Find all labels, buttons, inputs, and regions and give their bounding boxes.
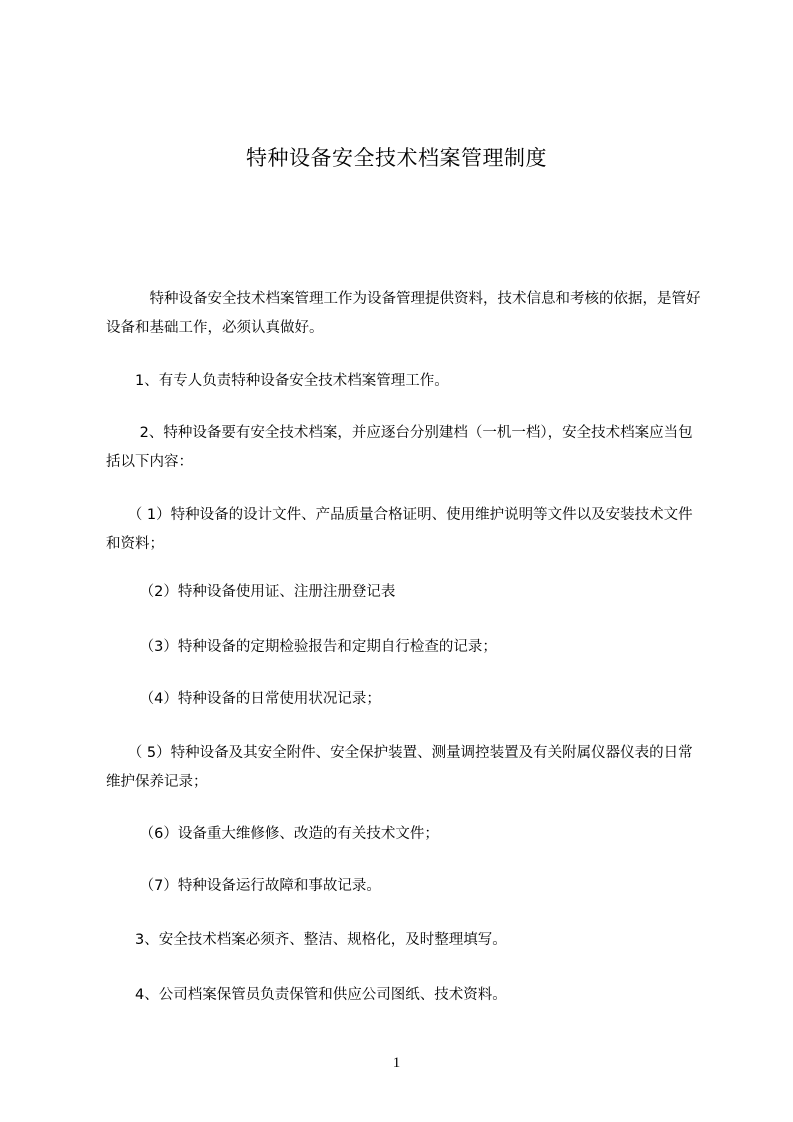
paragraph-subitem-1: （ 1）特种设备的设计文件、产品质量合格证明、使用维护说明等文件以及安装技术文件和资料； (106, 507, 693, 552)
paragraph-intro: 特种设备安全技术档案管理工作为设备管理提供资料，技术信息和考核的依据，是管好设备和基础工作，必须认真做好。 (106, 291, 701, 336)
paragraph-item-4: 4、公司档案保管员负责保管和供应公司图纸、技术资料。 (106, 987, 507, 1003)
paragraph-item-3: 3、安全技术档案必须齐、整洁、规格化，及时整理填写。 (106, 932, 507, 948)
paragraph-subitem-6: （6）设备重大维修修、改造的有关技术文件； (106, 826, 439, 842)
paragraph-subitem-3: （3）特种设备的定期检验报告和定期自行检查的记录； (106, 639, 497, 655)
paragraph-item-1: 1、有专人负责特种设备安全技术档案管理工作。 (106, 373, 449, 389)
paragraph-subitem-2: （2）特种设备使用证、注册注册登记表 (106, 584, 396, 600)
paragraph-subitem-4: （4）特种设备的日常使用状况记录； (106, 691, 381, 707)
paragraph-item-2: 2、特种设备要有安全技术档案，并应逐台分别建档（一机一档），安全技术档案应当包括以下内容： (106, 425, 693, 470)
paragraph-subitem-7: （7）特种设备运行故障和事故记录。 (106, 878, 381, 894)
document-title: 特种设备安全技术档案管理制度 (246, 146, 547, 170)
page-number: 1 (392, 1055, 401, 1071)
paragraph-subitem-5: （ 5）特种设备及其安全附件、安全保护装置、测量调控装置及有关附属仪器仪表的日常维护保养记录； (106, 745, 693, 790)
